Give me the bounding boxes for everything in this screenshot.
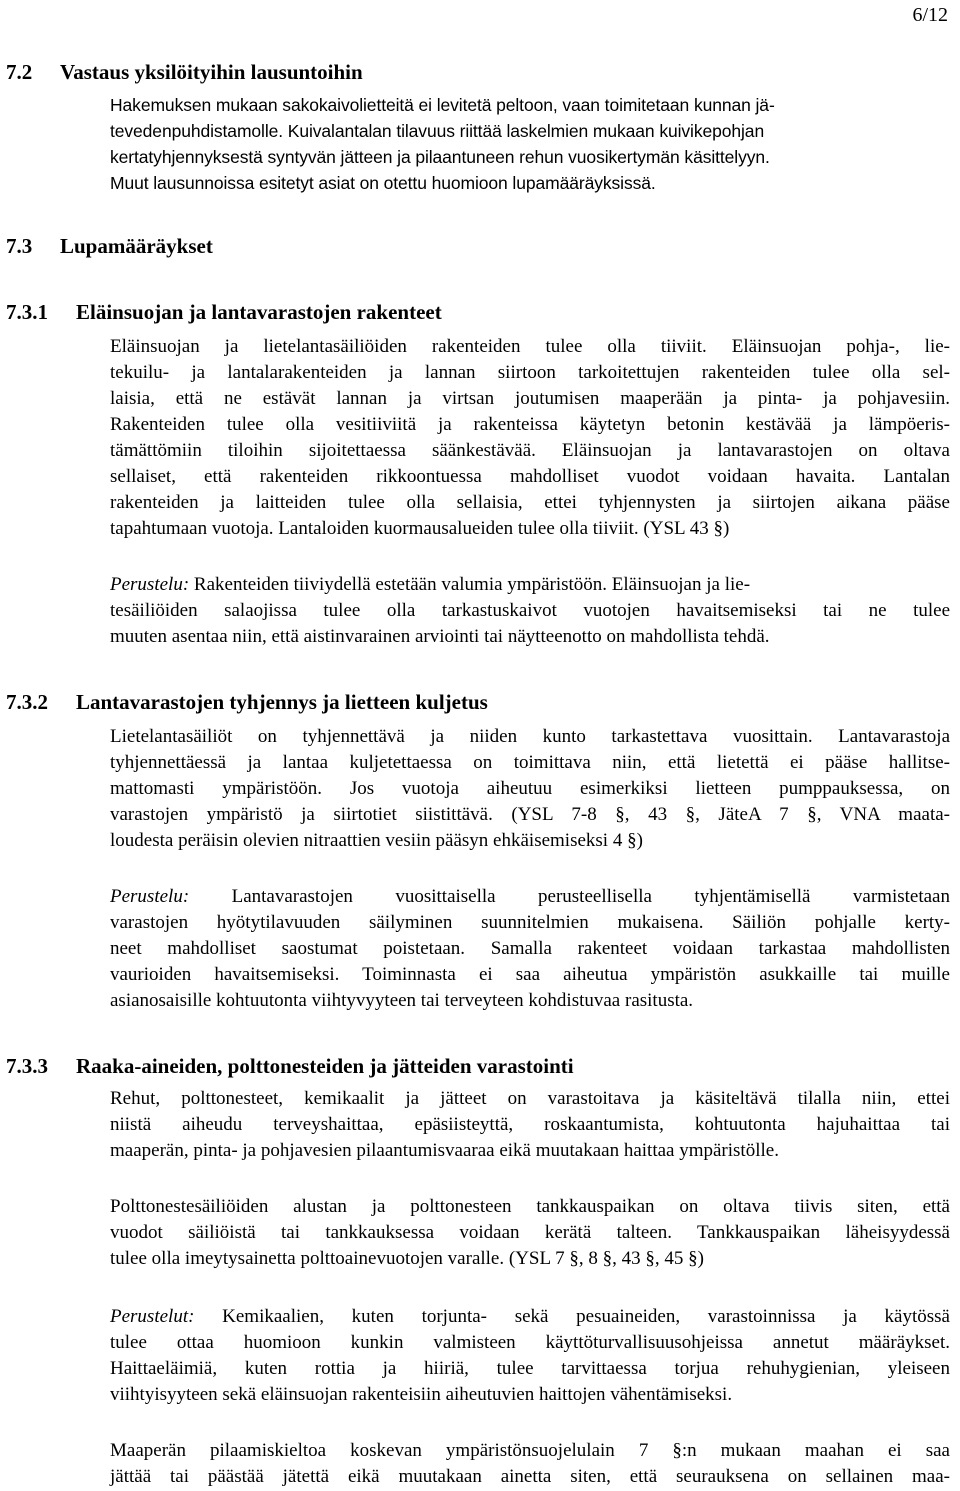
perustelu-label: Perustelut: — [110, 1306, 195, 1327]
text-span: Lantavarastojen vuosittaisella perusteellisella tyhjentämisellä varmistetaan — [189, 886, 950, 907]
section-number: 7.2 — [6, 60, 33, 84]
text-line: jättää tai päästää jätettä eikä muutakaan ainetta siten, että seurauksena on sellainen maa- — [110, 1466, 950, 1487]
text-line: tapahtumaan vuotoja. Lantaloiden kuormausalueiden tulee olla tiiviit. (YSL 43 §) — [110, 518, 730, 539]
section-heading-7-3-3 — [6, 1054, 574, 1079]
text-line — [110, 1304, 950, 1330]
section-7-3-1-paragraph-1 — [110, 334, 950, 542]
text-span: Rakenteiden tiiviydellä estetään valumia ympäristöön. Eläinsuojan ja lie- — [189, 574, 751, 595]
section-title: Eläinsuojan ja lantavarastojen rakenteet — [76, 300, 442, 324]
section-7-2-text — [110, 92, 950, 196]
perustelu-label: Perustelu: — [110, 574, 190, 595]
text-line: rakenteiden ja laitteiden tulee olla sellaisia, ettei tyhjennysten ja siirtojen aikana pääse — [110, 492, 950, 513]
text-line: tekuilu- ja lantalarakenteiden ja lannan siirtoon tarkoitettujen rakenteiden tulee olla sel- — [110, 362, 950, 383]
text-line: tämättömiin tiloihin sijoitettaessa säänkestävää. Eläinsuojan ja lantavarastojen on oltava — [110, 440, 950, 461]
text-line: neet mahdolliset saostumat poistetaan. Samalla rakenteet voidaan tarkastaa mahdollisten — [110, 938, 950, 959]
text-line: maaperän, pinta- ja pohjavesien pilaantumisvaaraa eikä muutakaan haittaa ympäristölle. — [110, 1140, 779, 1161]
section-7-3-3-paragraph-4 — [110, 1438, 950, 1490]
text-line: Haittaeläimiä, kuten rottia ja hiiriä, tulee tarvittaessa torjua rehuhygienian, yleiseen — [110, 1358, 950, 1379]
section-number: 7.3.2 — [6, 690, 48, 714]
text-line: kertatyhjennyksestä syntyvän jätteen ja pilaantuneen rehun vuosikertymän käsittelyyn. — [110, 147, 770, 167]
text-line: muuten asentaa niin, että aistinvarainen arviointi tai näytteenotto on mahdollista tehdä. — [110, 626, 770, 647]
text-line: viihtyisyyteen sekä eläinsuojan rakenteisiin aiheutuvien haittojen vähentämiseksi. — [110, 1384, 733, 1405]
section-number: 7.3.3 — [6, 1054, 48, 1078]
text-line: tevedenpuhdistamolle. Kuivalantalan tilavuus riittää laskelmien mukaan kuivikepohjan — [110, 121, 765, 141]
section-heading-7-3 — [6, 234, 213, 259]
text-line: Eläinsuojan ja lietelantasäiliöiden rakenteiden tulee olla tiiviit. Eläinsuojan pohja-, lie- — [110, 336, 950, 357]
section-7-3-1-perustelu — [110, 572, 950, 650]
section-title: Lantavarastojen tyhjennys ja lietteen kuljetus — [76, 690, 488, 714]
section-heading-7-3-2 — [6, 690, 488, 715]
text-span: Kemikaalien, kuten torjunta- sekä pesuaineiden, varastoinnissa ja käytössä — [194, 1306, 950, 1327]
section-7-3-2-paragraph-1 — [110, 724, 950, 854]
text-line: Hakemuksen mukaan sakokaivolietteitä ei levitetä peltoon, vaan toimitetaan kunnan jä- — [110, 95, 775, 115]
section-number: 7.3.1 — [6, 300, 48, 324]
text-line — [110, 884, 950, 910]
section-heading-7-2 — [6, 60, 363, 85]
text-line: tulee ottaa huomioon kunkin valmisteen käyttöturvallisuusohjeissa annetut määräykset. — [110, 1332, 950, 1353]
text-line: Polttonestesäiliöiden alustan ja polttonesteen tankkauspaikan on oltava tiivis siten, että — [110, 1196, 950, 1217]
text-line: tyhjennettäessä ja lantaa kuljetettaessa on toimittava niin, että lietettä ei pääse hallitse- — [110, 752, 950, 773]
section-heading-7-3-1 — [6, 300, 442, 325]
text-line: loudesta peräisin olevien nitraattien vesiin pääsyn ehkäisemiseksi 4 §) — [110, 830, 643, 851]
text-line: Rehut, polttonesteet, kemikaalit ja jätteet on varastoitava ja käsiteltävä tilalla niin, ettei — [110, 1088, 950, 1109]
text-line: asianosaisille kohtuutonta viihtyvyyteen tai terveyteen kohdistuvaa rasitusta. — [110, 990, 694, 1011]
section-7-3-3-paragraph-1 — [110, 1086, 950, 1164]
section-7-3-2-perustelu — [110, 884, 950, 1014]
text-line: Lietelantasäiliöt on tyhjennettävä ja niiden kunto tarkastettava vuosittain. Lantavarastoja — [110, 726, 950, 747]
section-title: Lupamääräykset — [60, 234, 213, 258]
perustelu-label: Perustelu: — [110, 886, 190, 907]
section-title: Raaka-aineiden, polttonesteiden ja jätteiden varastointi — [76, 1054, 574, 1078]
text-line: laisia, että ne estävät lannan ja virtsan joutumisen maaperään ja pinta- ja pohjavesiin. — [110, 388, 950, 409]
text-line: sellaiset, että rakenteiden rikkoontuessa mahdolliset vuodot voidaan havaita. Lantalan — [110, 466, 950, 487]
text-line: Rakenteiden tulee olla vesitiiviitä ja rakenteissa käytetyn betonin kestävää ja lämpöeris- — [110, 414, 950, 435]
text-line: varastojen ympäristö ja siirtotiet siistittävä. (YSL 7-8 §, 43 §, JäteA 7 §, VNA maata- — [110, 804, 950, 825]
section-number: 7.3 — [6, 234, 33, 258]
text-line: tulee olla imeytysainetta polttoainevuotojen varalle. (YSL 7 §, 8 §, 43 §, 45 §) — [110, 1248, 704, 1269]
text-line: vaurioiden havaitsemiseksi. Toiminnasta ei saa aiheutua ympäristön asukkaille tai muille — [110, 964, 950, 985]
section-7-3-3-paragraph-2 — [110, 1194, 950, 1272]
section-7-3-3-perustelut — [110, 1304, 950, 1408]
text-line — [110, 572, 950, 598]
section-title: Vastaus yksilöityihin lausuntoihin — [60, 60, 363, 84]
text-line: vuodot säiliöistä tai tankkauksessa voidaan kerätä talteen. Tankkauspaikan läheisyydessä — [110, 1222, 950, 1243]
text-line: mattomasti ympäristöön. Jos vuotoja aiheutuu esimerkiksi lietteen pumppauksessa, on — [110, 778, 950, 799]
text-line: Maaperän pilaamiskieltoa koskevan ympäristönsuojelulain 7 §:n mukaan maahan ei saa — [110, 1440, 950, 1461]
text-line: niistä aiheudu terveyshaittaa, epäsiisteyttä, roskaantumista, kohtuutonta hajuhaittaa tai — [110, 1114, 950, 1135]
text-line: Muut lausunnoissa esitetyt asiat on otettu huomioon lupamääräyksissä. — [110, 173, 656, 193]
text-line: varastojen hyötytilavuuden säilyminen suunnitelmien mukaisena. Säiliön pohjalle kerty- — [110, 912, 950, 933]
page-number: 6/12 — [912, 4, 948, 26]
text-line: tesäiliöiden salaojissa tulee olla tarkastuskaivot vuotojen havaitsemiseksi tai ne tulee — [110, 600, 950, 621]
